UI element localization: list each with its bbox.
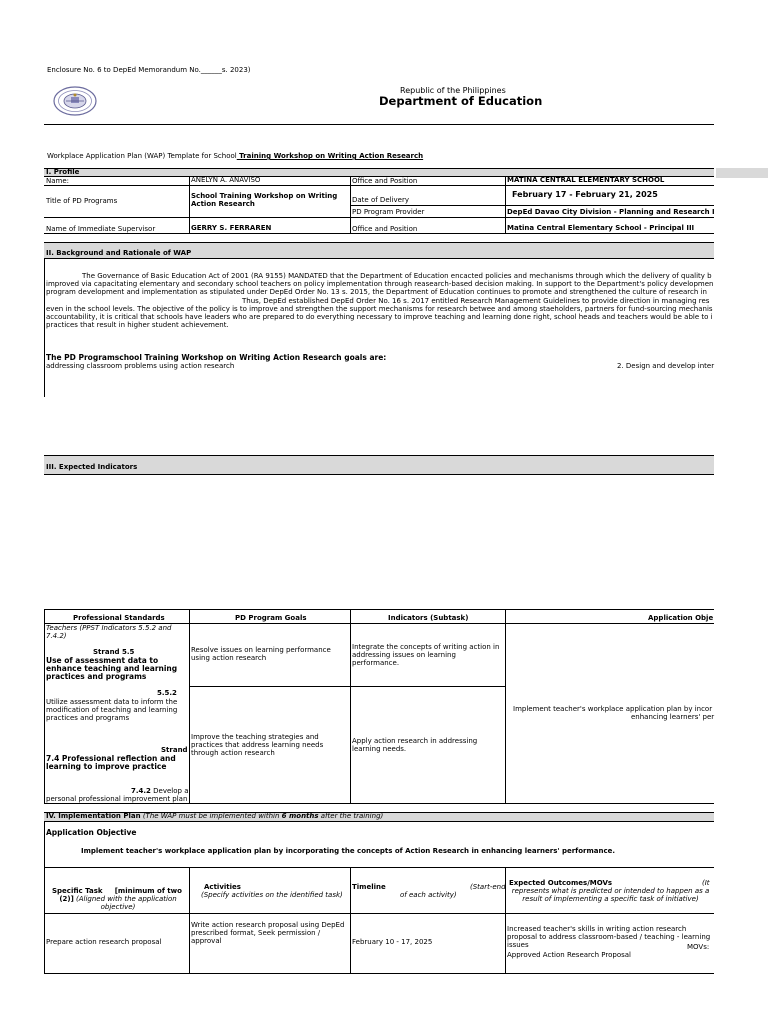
goals-heading: The PD Programschool Training Workshop on Writing Action Research goals are: (46, 353, 387, 362)
impl-table-bottom-line (44, 973, 714, 974)
application-objective-line2: enhancing learners' per (631, 713, 715, 721)
indicators-header-band (44, 455, 714, 475)
subtask-b: Apply action research in addressing learning needs. (352, 737, 478, 753)
matrix-header-goals: PD Program Goals (235, 614, 307, 622)
matrix-col-line (505, 609, 506, 803)
background-left-border (44, 258, 45, 397)
office-value: MATINA CENTRAL ELEMENTARY SCHOOL (507, 176, 665, 184)
impl-col2-header: Activities (204, 883, 241, 891)
matrix-top-line (44, 609, 714, 610)
impl-col-line (189, 867, 190, 973)
matrix-col-line (350, 609, 351, 803)
background-section-title: II. Background and Rationale of WAP (46, 249, 192, 257)
strand-74-text: 7.4 Professional reflection and learning to improve practice (46, 754, 176, 771)
matrix-col-line (44, 609, 45, 803)
row1-activity: Write action research proposal using DepEd prescribed format, Seek permission / approval (191, 921, 345, 945)
implementation-left-border (44, 821, 45, 974)
impl-col1-sub: (2)] (Aligned with the application objective) (59, 895, 177, 911)
impl-col2-sub: (Specify activities on the identified task) (201, 891, 343, 899)
matrix-header-indicators: Indicators (Subtask) (388, 614, 469, 622)
name-value: ANELYN A. ANAVISO (191, 176, 261, 184)
row1-outcome: Increased teacher's skills in writing action research proposal to address classroom-based / teaching - learning issues (507, 925, 711, 949)
subtask-a: Integrate the concepts of writing action in addressing issues on learning performance. (352, 643, 500, 667)
pd-title-label: Title of PD Programs (46, 197, 118, 205)
indicator-742-label: 7.4.2 Develop a (131, 787, 189, 795)
background-p2-line2: even in the school levels. The objective of the policy is to improve and strengthen the support mechanisms for research betwee and among staeholders, partners for fund-sourcing mechanis (46, 305, 713, 313)
enclosure-note: Enclosure No. 6 to DepEd Memorandum No.______s. 2023) (47, 66, 251, 74)
row1-task: Prepare action research proposal (46, 938, 162, 946)
row1-mov1: Approved Action Research Proposal (507, 951, 631, 959)
impl-col4-sub: represents what is predicted or intended to happen as a result of implementing a specific task of initiative) (511, 887, 710, 903)
impl-col3-sub-a: (Start-end (470, 883, 506, 891)
supervisor-label: Name of Immediate Supervisor (46, 225, 156, 233)
impl-col1-header: Specific Task [minimum of two (52, 887, 182, 895)
profile-col-line (505, 176, 506, 233)
header-divider (44, 124, 714, 125)
pd-goal-a: Resolve issues on learning performance using action research (191, 646, 331, 662)
impl-table-top-line (44, 867, 714, 868)
strand-55-text: Use of assessment data to enhance teaching and learning practices and programs (46, 656, 178, 681)
background-p1-line3: program development and implementation as stipulated under DepEd Order No. 13 s. 2015, the Department of Education continues to promote and strengthened the culture of research in (46, 288, 707, 296)
impl-table-header-line (44, 913, 714, 914)
strand-74-label: Strand (161, 746, 188, 754)
matrix-bottom-line (44, 803, 714, 804)
indicators-section-title: III. Expected Indicators (46, 463, 138, 471)
impl-col4-it: (It (702, 879, 710, 887)
supervisor-value: GERRY S. FERRAREN (191, 224, 272, 232)
deped-seal-icon (52, 86, 98, 116)
provider-label: PD Program Provider (352, 208, 425, 216)
pd-title-value: School Training Workshop on Writing Action Research (191, 192, 338, 208)
background-p2-line4: practices that result in higher student achievement. (46, 321, 229, 329)
profile-col-line (189, 176, 190, 233)
indicator-552-text: Utilize assessment data to inform the modification of teaching and learning practices and programs (46, 698, 178, 722)
background-p1-line2: improved via capacitating elementary and secondary school teachers on policy implementation through reasearch-based decision making. In support to the Department's policy developmen (46, 280, 714, 288)
pd-goal-b: Improve the teaching strategies and practices that address learning needs through action research (191, 733, 324, 757)
row1-timeline: February 10 - 17, 2025 (352, 938, 433, 946)
wap-training-title: Training Workshop on Writing Action Research (236, 152, 424, 160)
ps-intro: Teachers (PPST Indicators 5.5.2 and 7.4.2) (46, 624, 172, 640)
profile-section-title: I. Profile (46, 168, 80, 176)
wap-template-label: Workplace Application Plan (WAP) Template for School Training Workshop on Writing Action Research (47, 152, 424, 160)
application-objective-text: Implement teacher's workplace application plan by incorporating the concepts of Action Research in enhancing learners' performance. (81, 847, 616, 855)
impl-col-line (350, 867, 351, 973)
name-label: Name: (46, 177, 70, 185)
office2-label: Office and Position (352, 225, 418, 233)
profile-row-line (44, 185, 714, 186)
profile-row-line (350, 205, 714, 206)
row1-movs-label: MOVs: (687, 943, 710, 951)
application-objective-line1: Implement teacher's workplace application plan by incor (513, 705, 713, 713)
background-p1-line1: The Governance of Basic Education Act of 2001 (RA 9155) MANDATED that the Department of Education encacted policies and mechanisms through which the delivery of quality b (82, 272, 712, 280)
impl-col3-sub-b: of each activity) (400, 891, 457, 899)
profile-col-line (350, 176, 351, 233)
matrix-col-line (189, 609, 190, 803)
sheet-edge-tab (716, 168, 768, 178)
matrix-header-objective: Application Obje (648, 614, 714, 622)
provider-value: DepEd Davao City Division - Planning and Research I (507, 208, 715, 216)
office-label: Office and Position (352, 177, 418, 185)
office2-value: Matina Central Elementary School - Principal III (507, 224, 695, 232)
impl-col4-header: Expected Outcomes/MOVs (509, 879, 613, 887)
indicator-742-text: personal professional improvement plan (46, 795, 188, 803)
delivery-value: February 17 - February 21, 2025 (512, 190, 658, 199)
goal-2: 2. Design and develop inter (617, 362, 715, 370)
strand-55-label: Strand 5.5 (93, 648, 135, 656)
application-objective-heading: Application Objective (46, 828, 137, 837)
impl-col3-header: Timeline (352, 883, 386, 891)
matrix-header-standards: Professional Standards (73, 614, 165, 622)
background-p2-line3: accountability, it is critical that schools have leaders who are prepared to do everything necessary to improve teaching and learning done right, school heads and teachers would be able to i (46, 313, 713, 321)
delivery-label: Date of Delivery (352, 196, 409, 204)
profile-row-line (44, 233, 714, 234)
republic-label: Republic of the Philippines (400, 86, 506, 95)
profile-row-line (44, 217, 714, 218)
background-p2-line1: Thus, DepEd established DepEd Order No. 16 s. 2017 entitled Research Management Guidelines to provide direction in managing res (242, 297, 710, 305)
department-title: Department of Education (379, 94, 543, 108)
goal-1: addressing classroom problems using action research (46, 362, 235, 370)
indicator-552-label: 5.5.2 (157, 689, 177, 697)
matrix-mid-line (189, 686, 505, 687)
implementation-section-title: IV. Implementation Plan (The WAP must be implemented within 6 months after the training) (46, 812, 384, 820)
